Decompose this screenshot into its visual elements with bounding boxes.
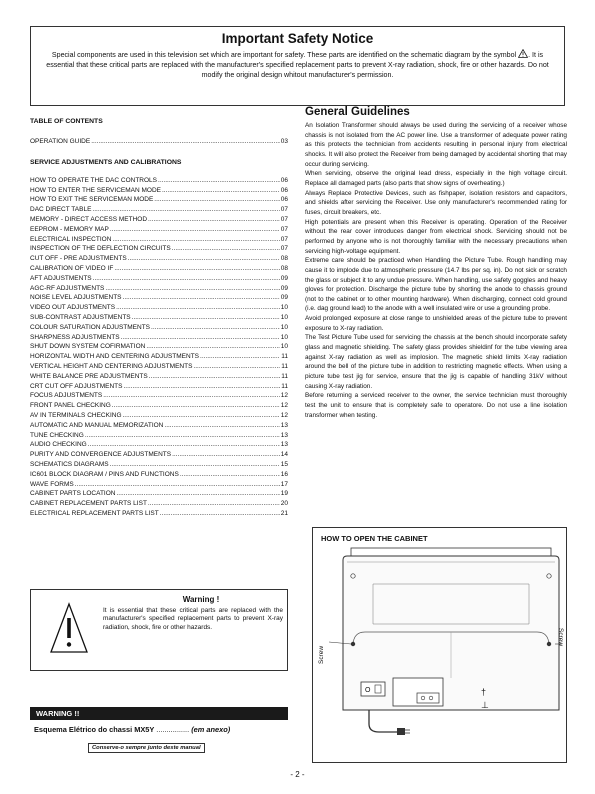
toc-leader-dots bbox=[151, 323, 280, 333]
guideline-paragraph: Always Replace Protective Devices, such as fishpaper, isolation resistors and capacitors, and shields after servicing the Receiver. Use only manufacturer's recommended rating for fuses, circuit breakers, etc. bbox=[305, 189, 567, 216]
toc-entry-title: COLOUR SATURATION ADJUSTMENTS bbox=[30, 323, 151, 331]
toc-entry[interactable] bbox=[30, 186, 288, 196]
toc-entry-title: EEPROM - MEMORY MAP bbox=[30, 225, 109, 233]
warning-box bbox=[30, 589, 288, 671]
toc-entry-title: WAVE FORMS bbox=[30, 480, 74, 488]
esquema-line bbox=[34, 725, 230, 734]
toc-leader-dots bbox=[200, 352, 280, 362]
toc-leader-dots bbox=[146, 342, 279, 352]
toc-entry-page: 07 bbox=[280, 245, 288, 253]
toc-entry[interactable] bbox=[30, 313, 288, 323]
toc-entry-title: SHUT DOWN SYSTEM COFIRMATION bbox=[30, 343, 146, 351]
toc-entry-page: 20 bbox=[280, 500, 288, 508]
toc-entry[interactable] bbox=[30, 509, 288, 519]
toc-entry-title: AUDIO CHECKING bbox=[30, 441, 87, 449]
toc-entry-title: OPERATION GUIDE bbox=[30, 138, 91, 145]
toc-entry[interactable] bbox=[30, 372, 288, 382]
toc-entry[interactable] bbox=[30, 225, 288, 235]
toc-leader-dots bbox=[112, 401, 280, 411]
toc-entry-page: 10 bbox=[280, 333, 288, 341]
warning-box-title: Warning ! bbox=[182, 595, 220, 604]
toc-entry-title: CALIBRATION OF VIDEO IF bbox=[30, 264, 114, 272]
toc-entry-page: 12 bbox=[280, 402, 288, 410]
toc-leader-dots bbox=[132, 313, 280, 323]
toc-entry-page: 10 bbox=[280, 304, 288, 312]
general-guidelines bbox=[305, 106, 567, 420]
toc-entry-title: CRT CUT OFF ADJUSTMENTS bbox=[30, 382, 123, 390]
toc-leader-dots bbox=[103, 391, 280, 401]
guideline-paragraph: Before returning a serviced receiver to the owner, the service technician must thoroughly test the unit to ensure that is completely safe to operatore. Do not use a line isolation transformer when testing. bbox=[305, 392, 567, 419]
toc-leader-dots bbox=[160, 509, 280, 519]
toc-leader-dots bbox=[148, 499, 280, 509]
toc-entry-page: 14 bbox=[280, 451, 288, 459]
guideline-paragraph: Avoid prolonged exposure at close range to unshielded areas of the picture tube to prevent exposure to X-ray radiation. bbox=[305, 315, 567, 332]
toc-leader-dots bbox=[193, 362, 280, 372]
toc-entry-page: 08 bbox=[280, 255, 288, 263]
toc-entry[interactable] bbox=[30, 362, 288, 372]
safety-notice-text-1: Special components are used in this television set which are important for safety. These parts are identified on the schematic diagram by the symbol bbox=[51, 51, 517, 59]
toc-entry[interactable] bbox=[30, 264, 288, 274]
toc-entry-title: NOISE LEVEL ADJUSTMENTS bbox=[30, 294, 122, 302]
toc-entry[interactable] bbox=[30, 274, 288, 284]
guideline-paragraph: The Test Picture Tube used for servicing the chassis at the bench should incorporate safety glass and magnetic shielding. The safety glass provides shieldinf for the tube viewing area against X-ray radiation as well as implosion. The magnetic shield limits X-ray radiation around the bell of the picture tube in addition to restricting magnetic effects. When using a picture tube test jig for service, ensure that the jig is capable of handling 31kV without causing X-ray radiation. bbox=[305, 334, 567, 390]
toc-entry-page: 07 bbox=[280, 235, 288, 243]
toc-entry[interactable] bbox=[30, 489, 288, 499]
screw-icon bbox=[547, 642, 551, 646]
toc-entry[interactable] bbox=[30, 431, 288, 441]
guideline-paragraph: An Isolation Transformer should always be used during the servicing of a receiver whose chassis is not isolated from the AC power line. Use a transformer of adequate power rating as this protects the technician from accidents resulting in personal injury from electrical shocks. It will also protect the Receiver from being damaged by accidental shorting that may occur during servicing. bbox=[305, 122, 567, 168]
toc-entry-title: HOW TO ENTER THE SERVICEMAN MODE bbox=[30, 186, 161, 194]
toc-leader-dots bbox=[149, 372, 281, 382]
esquema-dots: ................ bbox=[156, 725, 190, 734]
warning-box-text: It is essential that these critical parts are replaced with the manufacturer's specified replacement parts to prevent X-ray radiation, shock, fire or other hazards. bbox=[103, 607, 283, 631]
toc-service-heading: SERVICE ADJUSTMENTS AND CALIBRATIONS bbox=[30, 158, 182, 166]
screw-label-left: Screw bbox=[318, 645, 325, 664]
toc-leader-dots bbox=[85, 431, 280, 441]
toc-entry-page: 16 bbox=[280, 470, 288, 478]
toc-leader-dots bbox=[92, 205, 279, 215]
toc-entry-page: 13 bbox=[280, 441, 288, 449]
toc-entry-title: CABINET PARTS LOCATION bbox=[30, 490, 116, 498]
toc-leader-dots bbox=[123, 382, 280, 392]
toc-entry[interactable] bbox=[30, 323, 288, 333]
toc-entry-page: 09 bbox=[280, 294, 288, 302]
toc-entry[interactable] bbox=[30, 382, 288, 392]
toc-entry-title: WHITE BALANCE PRE ADJUSTMENTS bbox=[30, 372, 148, 380]
conserve-note: Conserve-o sempre junto deste manual bbox=[88, 743, 205, 753]
toc-entry-page: 10 bbox=[280, 323, 288, 331]
toc-leader-dots bbox=[110, 225, 280, 235]
toc-entry-page: 11 bbox=[281, 372, 288, 380]
toc-entry[interactable] bbox=[30, 176, 288, 186]
toc-leader-dots bbox=[180, 470, 280, 480]
screw-icon bbox=[351, 642, 355, 646]
toc-leader-dots bbox=[116, 489, 279, 499]
toc-leader-dots bbox=[88, 440, 280, 450]
toc-entry[interactable] bbox=[30, 205, 288, 215]
toc-entry-title: CUT OFF - PRE ADJUSTMENTS bbox=[30, 255, 127, 263]
toc-leader-dots bbox=[116, 303, 280, 313]
toc-entry[interactable] bbox=[30, 235, 288, 245]
toc-leader-dots bbox=[154, 195, 279, 205]
toc-entry[interactable] bbox=[30, 480, 288, 490]
toc-leader-dots bbox=[75, 480, 280, 490]
toc-entry[interactable] bbox=[30, 333, 288, 343]
toc-entry-title: FOCUS ADJUSTMENTS bbox=[30, 392, 103, 400]
toc-leader-dots bbox=[162, 186, 280, 196]
toc-entry-title: ELECTRICAL INSPECTION bbox=[30, 235, 112, 243]
toc-leader-dots bbox=[148, 215, 280, 225]
cabinet-title: HOW TO OPEN THE CABINET bbox=[321, 534, 428, 543]
toc-entry-title: INSPECTION OF THE DEFLECTION CIRCUITS bbox=[30, 245, 171, 253]
toc-entry-page: 06 bbox=[280, 186, 288, 194]
toc-entry-page: 07 bbox=[280, 215, 288, 223]
toc-entry-operation-guide[interactable] bbox=[30, 137, 288, 147]
safety-notice-text-2: . It is essential that these critical parts are replaced with the manufacturer's specified replacement parts to prevent X-ray radiation, shock, fire or other hazards. Do not modify the original design whitout manufacturer's permission. bbox=[46, 51, 549, 79]
svg-text:⊥: ⊥ bbox=[481, 700, 489, 710]
toc-leader-dots bbox=[121, 333, 280, 343]
toc-leader-dots bbox=[164, 421, 279, 431]
toc-entry-page: 10 bbox=[280, 343, 288, 351]
toc-entry-title: AFT ADJUSTMENTS bbox=[30, 274, 92, 282]
toc-heading: TABLE OF CONTENTS bbox=[30, 118, 103, 125]
toc-entry-title: DAC DIRECT TABLE bbox=[30, 206, 92, 214]
guidelines-title: General Guidelines bbox=[305, 106, 410, 118]
table-of-contents bbox=[30, 112, 288, 519]
toc-leader-dots bbox=[158, 176, 280, 186]
toc-entry-page: 07 bbox=[280, 225, 288, 233]
toc-entry-title: AUTOMATIC AND MANUAL MEMORIZATION bbox=[30, 421, 164, 429]
toc-entry[interactable] bbox=[30, 411, 288, 421]
toc-entry-list bbox=[30, 176, 288, 519]
safety-notice-title: Important Safety Notice bbox=[221, 31, 374, 46]
safety-notice-text bbox=[41, 49, 554, 80]
cabinet-section bbox=[312, 527, 567, 763]
toc-entry-title: MEMORY - DIRECT ACCESS METHOD bbox=[30, 215, 148, 223]
toc-entry-title: HORIZONTAL WIDTH AND CENTERING ADJUSTMENTS bbox=[30, 353, 200, 361]
esquema-note: (em anexo) bbox=[191, 725, 231, 734]
toc-entry-page: 19 bbox=[280, 490, 288, 498]
toc-entry-page: 10 bbox=[280, 313, 288, 321]
toc-entry-page: 08 bbox=[280, 264, 288, 272]
toc-entry-title: VIDEO OUT ADJUSTMENTS bbox=[30, 304, 116, 312]
toc-entry-title: SCHEMATICS DIAGRAMS bbox=[30, 460, 109, 468]
toc-entry[interactable] bbox=[30, 303, 288, 313]
toc-leader-dots bbox=[128, 254, 280, 264]
toc-entry-page: 17 bbox=[280, 480, 288, 488]
esquema-label: Esquema Elétrico do chassi MX5Y bbox=[34, 725, 155, 734]
toc-entry-title: TUNE CHECKING bbox=[30, 431, 84, 439]
toc-entry-page: 09 bbox=[280, 274, 288, 282]
guideline-paragraph: High potentials are present when this Receiver is operating. Operation of the Receiver without the rear cover introduces danger from electrical shock. Servicing should not be performed by anyone who is not thoroughly familiar with the necessary precautions when servicing high-voltage equipment. bbox=[305, 218, 567, 255]
toc-leader-dots bbox=[123, 293, 280, 303]
toc-entry-title: HOW TO EXIT THE SERVICEMAN MODE bbox=[30, 196, 154, 204]
toc-leader-dots bbox=[110, 460, 280, 470]
toc-entry[interactable] bbox=[30, 470, 288, 480]
toc-entry[interactable] bbox=[30, 293, 288, 303]
toc-leader-dots bbox=[114, 264, 279, 274]
toc-entry-page: 11 bbox=[281, 353, 288, 361]
toc-entry[interactable] bbox=[30, 391, 288, 401]
toc-entry-page: 09 bbox=[280, 284, 288, 292]
toc-entry-page: 06 bbox=[280, 196, 288, 204]
toc-entry-title: HOW TO OPERATE THE DAC CONTROLS bbox=[30, 176, 158, 184]
toc-entry-title: PURITY AND CONVERGENCE ADJUSTMENTS bbox=[30, 451, 172, 459]
toc-entry[interactable] bbox=[30, 352, 288, 362]
toc-entry-page: 21 bbox=[280, 509, 288, 517]
toc-leader-dots bbox=[105, 284, 279, 294]
toc-entry[interactable] bbox=[30, 450, 288, 460]
toc-entry-title: AGC-RF ADJUSTMENTS bbox=[30, 284, 105, 292]
page-number: - 2 - bbox=[290, 770, 305, 779]
toc-entry[interactable] bbox=[30, 440, 288, 450]
toc-entry-page: 03 bbox=[280, 138, 288, 145]
toc-leader-dots bbox=[123, 411, 280, 421]
toc-entry-title: AV IN TERMINALS CHECKING bbox=[30, 411, 122, 419]
toc-entry-page: 11 bbox=[281, 362, 288, 370]
toc-entry[interactable] bbox=[30, 254, 288, 264]
screw-label-right: Screw bbox=[557, 628, 564, 647]
toc-leader-dots bbox=[112, 235, 279, 245]
toc-entry[interactable] bbox=[30, 284, 288, 294]
safety-notice-box bbox=[30, 26, 565, 106]
toc-entry-page: 13 bbox=[280, 421, 288, 429]
toc-entry-page: 07 bbox=[280, 206, 288, 214]
guideline-paragraph: When servicing, observe the original lead dress, especially in the high voltage circuit. Replace all damaged parts (also parts that show signs of overheating.) bbox=[305, 170, 567, 187]
toc-entry-page: 12 bbox=[280, 392, 288, 400]
toc-entry[interactable] bbox=[30, 401, 288, 411]
warning-exclamation-icon bbox=[49, 602, 89, 654]
toc-entry[interactable] bbox=[30, 342, 288, 352]
toc-entry[interactable] bbox=[30, 244, 288, 254]
toc-entry-title: ELECTRICAL REPLACEMENT PARTS LIST bbox=[30, 509, 159, 517]
guidelines-body bbox=[305, 121, 567, 420]
toc-entry-title: VERTICAL HEIGHT AND CENTERING ADJUSTMENTS bbox=[30, 362, 193, 370]
toc-entry[interactable] bbox=[30, 215, 288, 225]
toc-entry-title: SHARPNESS ADJUSTMENTS bbox=[30, 333, 120, 341]
guideline-paragraph: Extreme care should be practiced when Handling the Picture Tube. Rough handling may cause it to implode due to atmospheric pressure (14.7 lbs per sq. in). Do not sick or scratch the glass or subject it to any undue pressure. When handling, use safety goggles and heavy gloves for protection. Discharge the picture tube by shorting the anode to chassis ground (not to the cabinet or to other mounting hardware). When discharging, connect cold ground (i.e. dag ground lead) to the anode with a well insulated wire or use a grounding probe. bbox=[305, 257, 567, 313]
toc-leader-dots bbox=[91, 137, 280, 147]
toc-entry-page: 13 bbox=[280, 431, 288, 439]
toc-leader-dots bbox=[172, 244, 280, 254]
toc-entry-page: 15 bbox=[280, 460, 288, 468]
toc-entry[interactable] bbox=[30, 195, 288, 205]
warning-triangle-icon bbox=[518, 49, 528, 58]
svg-text:O: O bbox=[365, 687, 371, 694]
toc-entry-title: IC601 BLOCK DIAGRAM / PINS AND FUNCTIONS bbox=[30, 470, 179, 478]
warning-bar: WARNING !! bbox=[30, 707, 288, 720]
toc-leader-dots bbox=[93, 274, 280, 284]
toc-entry[interactable] bbox=[30, 499, 288, 509]
toc-leader-dots bbox=[172, 450, 280, 460]
toc-entry[interactable] bbox=[30, 421, 288, 431]
cabinet-diagram bbox=[313, 528, 568, 764]
toc-entry-title: FRONT PANEL CHECKING bbox=[30, 402, 111, 410]
svg-text:†: † bbox=[481, 687, 487, 697]
toc-entry-page: 06 bbox=[280, 176, 288, 184]
toc-entry[interactable] bbox=[30, 460, 288, 470]
toc-entry-title: SUB-CONTRAST ADJUSTMENTS bbox=[30, 313, 131, 321]
toc-entry-page: 11 bbox=[281, 382, 288, 390]
toc-entry-page: 12 bbox=[280, 411, 288, 419]
toc-entry-title: CABINET REPLACEMENT PARTS LIST bbox=[30, 500, 147, 508]
